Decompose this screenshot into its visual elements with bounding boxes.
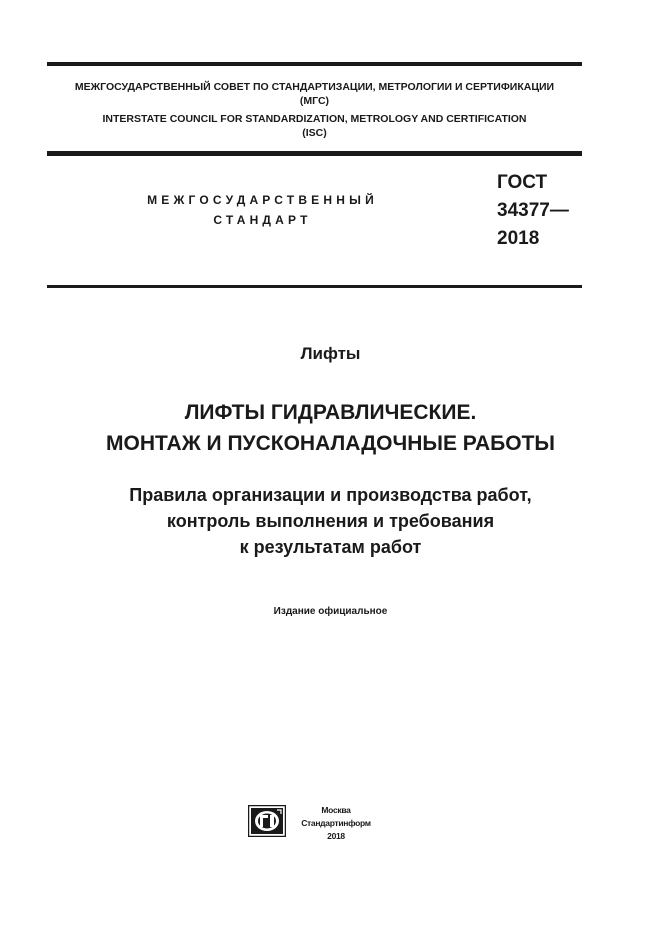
subtitle-line2: контроль выполнения и требования	[166, 511, 495, 531]
council-name-ru	[47, 80, 582, 108]
title-line2: МОНТАЖ И ПУСКОНАЛАДОЧНЫЕ РАБОТЫ	[106, 432, 555, 455]
publisher-city: Москва	[321, 805, 351, 815]
council-name-en	[47, 112, 582, 140]
publisher-info	[296, 804, 376, 843]
publisher-year: 2018	[327, 831, 345, 841]
standard-type-line2: СТАНДАРТ	[213, 213, 312, 227]
council-ru-abbr: (МГС)	[299, 95, 330, 107]
document-title	[0, 397, 661, 459]
edition-note: Издание официальное	[273, 606, 388, 617]
title-line1: ЛИФТЫ ГИДРАВЛИЧЕСКИЕ.	[184, 401, 477, 424]
top-rule	[47, 62, 582, 66]
gost-year: 2018	[497, 228, 540, 249]
document-subtitle	[0, 482, 661, 560]
subtitle-line1: Правила организации и производства работ,	[129, 485, 532, 505]
standard-type-line1: МЕЖГОСУДАРСТВЕННЫЙ	[147, 193, 378, 207]
standartinform-logo-icon	[248, 805, 286, 837]
gost-number: 34377—	[497, 200, 569, 221]
publisher-name: Стандартинформ	[301, 818, 371, 828]
subtitle-line3: к результатам работ	[239, 537, 422, 557]
middle-rule	[47, 151, 582, 156]
lower-rule	[47, 285, 582, 288]
council-en-abbr: (ISC)	[302, 127, 327, 139]
gost-label: ГОСТ	[497, 172, 548, 193]
council-en-line1: INTERSTATE COUNCIL FOR STANDARDIZATION, METROLOGY AND CERTIFICATION	[102, 113, 527, 125]
council-ru-line1: МЕЖГОСУДАРСТВЕННЫЙ СОВЕТ ПО СТАНДАРТИЗАЦИИ, МЕТРОЛОГИИ И СЕРТИФИКАЦИИ	[74, 81, 555, 93]
document-category: Лифты	[300, 344, 361, 363]
